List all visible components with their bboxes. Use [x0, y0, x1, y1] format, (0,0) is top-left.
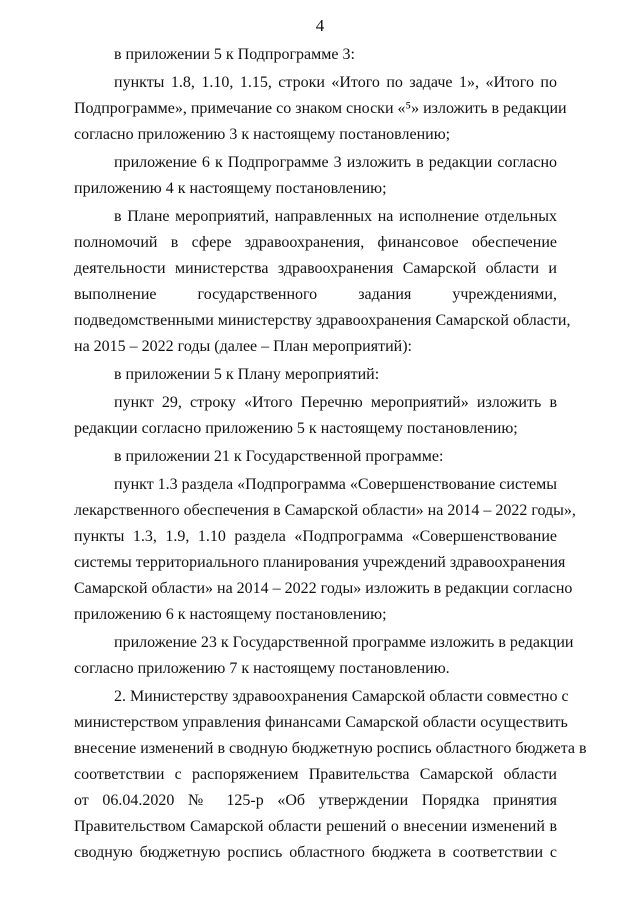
document-body: [74, 42, 587, 866]
text-line: Самарской области» на 2014 – 2022 годы» изложить в редакции согласно: [74, 580, 573, 597]
text-line: в приложении 21 к Государственной программе:: [114, 448, 444, 465]
text-line: приложению 6 к настоящему постановлению;: [74, 606, 387, 623]
text-line: приложение 23 к Государственной программе изложить в редакции: [114, 634, 574, 651]
text-line: 2. Министерству здравоохранения Самарской области совместно с: [114, 688, 569, 705]
text-line: подведомственными министерству здравоохранения Самарской области,: [74, 312, 571, 329]
text-line: в Плане мероприятий, направленных на исполнение отдельных: [114, 208, 557, 225]
text-line: сводную бюджетную роспись областного бюджета в соответствии с: [74, 844, 557, 861]
text-line: пункты 1.8, 1.10, 1.15, строки «Итого по задаче 1», «Итого по: [114, 74, 557, 91]
text-line: министерством управления финансами Самарской области осуществить: [74, 714, 568, 731]
text-line: в приложении 5 к Подпрограмме 3:: [114, 46, 355, 63]
text-line: от 06.04.2020 № 125-р «Об утверждении Порядка принятия: [74, 792, 557, 809]
text-line: деятельности министерства здравоохранения Самарской области и: [74, 260, 557, 277]
text-line: Подпрограмме», примечание со знаком сноски «⁵» изложить в редакции: [74, 100, 567, 117]
text-line: пункты 1.3, 1.9, 1.10 раздела «Подпрограмма «Совершенствование: [74, 528, 557, 545]
text-line: на 2015 – 2022 годы (далее – План мероприятий):: [74, 338, 412, 355]
text-line: согласно приложению 3 к настоящему постановлению;: [74, 126, 451, 143]
text-line: приложение 6 к Подпрограмме 3 изложить в редакции согласно: [114, 154, 557, 171]
text-line: пункт 1.3 раздела «Подпрограмма «Совершенствование системы: [114, 476, 558, 493]
text-line: приложению 4 к настоящему постановлению;: [74, 180, 387, 197]
text-line: системы территориального планирования учреждений здравоохранения: [74, 554, 566, 571]
page-number: 4: [315, 16, 325, 35]
text-line: согласно приложению 7 к настоящему постановлению.: [74, 660, 450, 677]
text-line: редакции согласно приложению 5 к настоящему постановлению;: [74, 420, 518, 437]
text-line: соответствии с распоряжением Правительства Самарской области: [74, 766, 557, 783]
text-line: лекарственного обеспечения в Самарской области» на 2014 – 2022 годы»,: [74, 502, 576, 519]
text-line: внесение изменений в сводную бюджетную роспись областного бюджета в: [74, 740, 587, 757]
text-line: выполнение государственного задания учреждениями,: [74, 286, 557, 303]
text-line: пункт 29, строку «Итого Перечню мероприятий» изложить в: [114, 394, 557, 411]
text-line: в приложении 5 к Плану мероприятий:: [114, 366, 380, 383]
text-line: полномочий в сфере здравоохранения, финансовое обеспечение: [74, 234, 557, 251]
text-line: Правительством Самарской области решений о внесении изменений в: [74, 818, 557, 835]
